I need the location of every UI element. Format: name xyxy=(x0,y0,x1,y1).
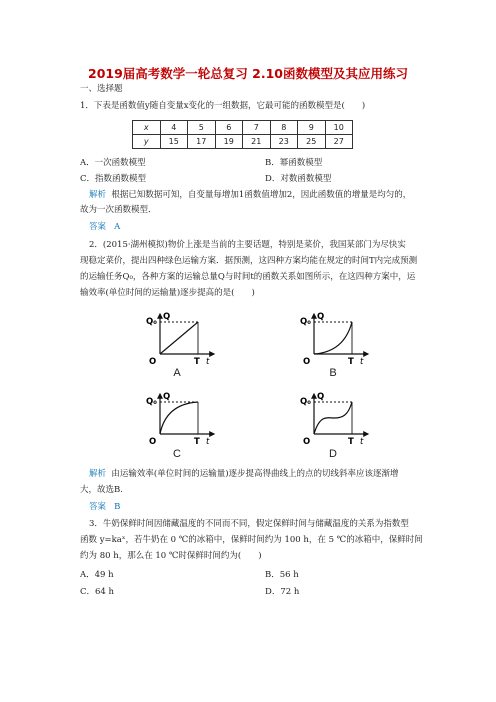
explanation-label: 解析 xyxy=(89,469,107,479)
section-heading: 一、选择题 xyxy=(80,84,123,94)
q3-stem-line1: 3．牛奶保鲜时间因储藏温度的不同而不同，假定保鲜时间与储藏温度的关系为指数型 xyxy=(89,519,409,529)
q3-stem-line3: 约为 80 h，那么在 10 ℃时保鲜时间约为( ) xyxy=(80,551,262,561)
axis-T-label: T xyxy=(194,357,200,366)
table-cell: 17 xyxy=(188,135,216,149)
q1-stem: 1．下表是函数值y随自变量x变化的一组数据，它最可能的函数模型是( ) xyxy=(80,101,366,111)
table-header-x: x xyxy=(133,121,161,135)
figure-c-label: C xyxy=(173,448,181,460)
table-header-y: y xyxy=(133,135,161,149)
answer-value: B xyxy=(114,502,121,512)
axis-T-label: T xyxy=(348,437,354,446)
q1-option-a: A．一次函数模型 xyxy=(80,158,146,168)
q1-option-d: D．对数函数模型 xyxy=(265,174,332,184)
figure-b-label: B xyxy=(329,367,337,379)
axis-q-label: Q xyxy=(317,312,325,322)
table-row xyxy=(133,121,353,135)
answer-value: A xyxy=(114,222,121,232)
answer-label: 答案 xyxy=(89,502,107,512)
axis-q0-label: Q₀ xyxy=(300,397,311,407)
figure-a-graph xyxy=(146,310,216,366)
axis-t-label: t xyxy=(206,357,210,366)
q2-explanation-line2: 大，故选B. xyxy=(80,485,123,495)
table-cell: 9 xyxy=(298,121,326,135)
q2-stem-line1: 2．(2015·湖州模拟)物价上涨是当前的主要话题，特别是菜价，我国某部门为尽快实 xyxy=(89,240,406,250)
table-cell: 10 xyxy=(325,121,353,135)
document-title: 2019届高考数学一轮总复习 2.10函数模型及其应用练习 xyxy=(88,66,408,81)
q2-stem-line3: 的运输任务Q₀，各种方案的运输总量Q与时间t的函数关系如图所示，在这四种方案中，运 xyxy=(80,272,416,282)
figure-c-graph xyxy=(146,390,216,446)
q1-option-b: B．幂函数模型 xyxy=(265,158,323,168)
axis-origin-label: O xyxy=(303,357,311,366)
axis-origin-label: O xyxy=(149,437,157,446)
axis-q0-label: Q₀ xyxy=(300,317,311,327)
figure-d-graph xyxy=(300,390,370,446)
table-cell: 23 xyxy=(270,135,298,149)
table-cell: 25 xyxy=(298,135,326,149)
q1-explanation-line2: 故为一次函数模型． xyxy=(80,205,157,215)
axis-t-label: t xyxy=(360,357,364,366)
table-cell: 5 xyxy=(188,121,216,135)
table-cell: 27 xyxy=(325,135,353,149)
answer-label: 答案 xyxy=(89,222,107,232)
table-row xyxy=(133,135,353,149)
table-cell: 15 xyxy=(160,135,188,149)
table-cell: 8 xyxy=(270,121,298,135)
axis-T-label: T xyxy=(194,437,200,446)
axis-origin-label: O xyxy=(149,357,157,366)
q3-option-b: B．56 h xyxy=(265,570,299,580)
q3-option-c: C．64 h xyxy=(80,587,114,597)
explanation-text: 根据已知数据可知，自变量每增加1函数值增加2，因此函数值的增量是均匀的， xyxy=(111,190,412,200)
table-cell: 4 xyxy=(160,121,188,135)
axis-q0-label: Q₀ xyxy=(146,397,157,407)
table-cell: 6 xyxy=(215,121,243,135)
q1-explanation-line1 xyxy=(89,188,429,203)
figure-b-graph xyxy=(300,310,370,366)
axis-t-label: t xyxy=(360,437,364,446)
axis-t-label: t xyxy=(206,437,210,446)
q2-explanation-line1 xyxy=(89,467,429,482)
q3-option-a: A．49 h xyxy=(80,570,114,580)
q1-option-c: C．指数函数模型 xyxy=(80,174,147,184)
table-cell: 19 xyxy=(215,135,243,149)
axis-q-label: Q xyxy=(317,392,325,402)
q3-stem-line2: 函数 y=kaˣ，若牛奶在 0 ℃的冰箱中，保鲜时间约为 100 h，在 5 ℃的冰箱中，保鲜时间 xyxy=(80,535,423,545)
q2-stem-line4: 输效率(单位时间的运输量)逐步提高的是( ) xyxy=(80,288,255,298)
q2-answer xyxy=(89,500,429,515)
q1-data-table xyxy=(132,120,353,149)
axis-q-label: Q xyxy=(163,392,171,402)
explanation-label: 解析 xyxy=(89,190,107,200)
q3-option-d: D．72 h xyxy=(265,587,300,597)
table-cell: 21 xyxy=(243,135,271,149)
axis-origin-label: O xyxy=(303,437,311,446)
table-cell: 7 xyxy=(243,121,271,135)
figure-a-label: A xyxy=(173,367,181,379)
axis-T-label: T xyxy=(348,357,354,366)
axis-q-label: Q xyxy=(163,312,171,322)
q2-stem-line2: 现稳定菜价，提出四种绿色运输方案．据预测，这四种方案均能在规定的时间T内完成预测 xyxy=(80,256,418,266)
figure-d-label: D xyxy=(329,448,337,460)
axis-q0-label: Q₀ xyxy=(146,317,157,327)
explanation-text: 由运输效率(单位时间的运输量)逐步提高得曲线上的点的切线斜率应该逐渐增 xyxy=(111,469,399,479)
q1-answer xyxy=(89,220,429,235)
